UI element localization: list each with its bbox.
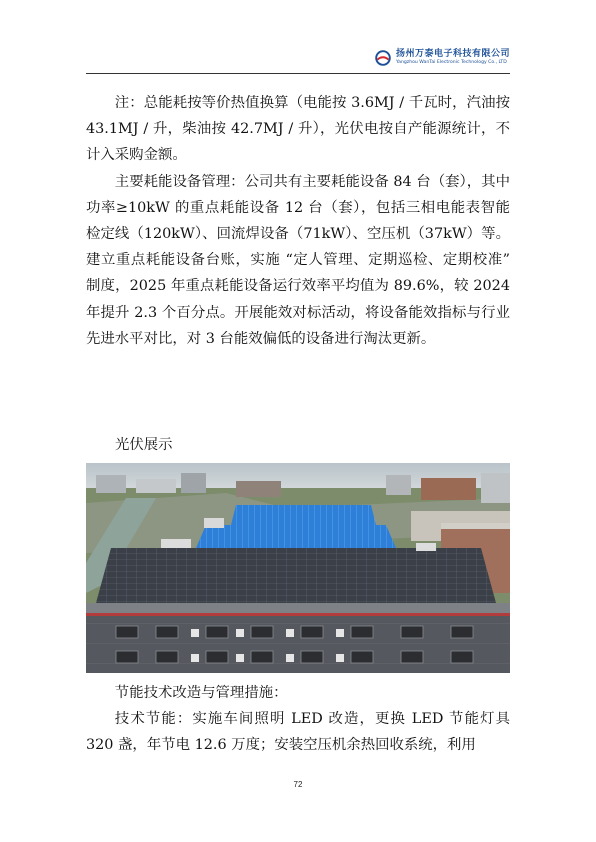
header-divider: [86, 73, 510, 74]
company-name-en: Yangzhou WanTai Electronic Technology Co., LTD: [395, 60, 507, 66]
paragraph-technical-saving: 技术节能：实施车间照明 LED 改造，更换 LED 节能灯具 320 盏，年节电 12.6 万度；安装空压机余热回收系统，利用: [86, 711, 510, 754]
paragraph-measures-heading: 节能技术改造与管理措施：: [114, 685, 288, 701]
photo-caption: 光伏展示: [115, 437, 173, 453]
body-text-bottom: [86, 680, 510, 759]
paragraph-energy-note: 注：总能耗按等价热值换算（电能按 3.6MJ / 千瓦时，汽油按 43.1MJ / 升，柴油按 42.7MJ / 升），光伏电按自产能源统计，不计入采购金额。: [86, 95, 510, 164]
company-name-cn: 扬州万泰电子科技有限公司: [395, 49, 510, 60]
solar-rooftop-photo: [86, 463, 510, 673]
paragraph-equipment-management: 主要耗能设备管理：公司共有主要耗能设备 84 台（套），其中功率≥10kW 的重点耗能设备 12 台（套），包括三相电能表智能检定线（120kW）、回流焊设备（71kW）、空压机（37kW）等。建立重点耗能设备台账，实施 “定人管理、定期巡检、定期校准” 制度，2025 年重点耗能设备运行效率平均值为 89.6%，较 2024 年提升 2.3 个百分点。开展能效对标活动，将设备能效指标与行业先进水平对比，对 3 台能效偏低的设备进行淘汰更新。: [86, 173, 510, 347]
page-number: 72: [293, 780, 303, 789]
company-logo: [375, 50, 510, 66]
company-logo-icon: [375, 50, 391, 66]
body-text-top: [86, 90, 510, 352]
